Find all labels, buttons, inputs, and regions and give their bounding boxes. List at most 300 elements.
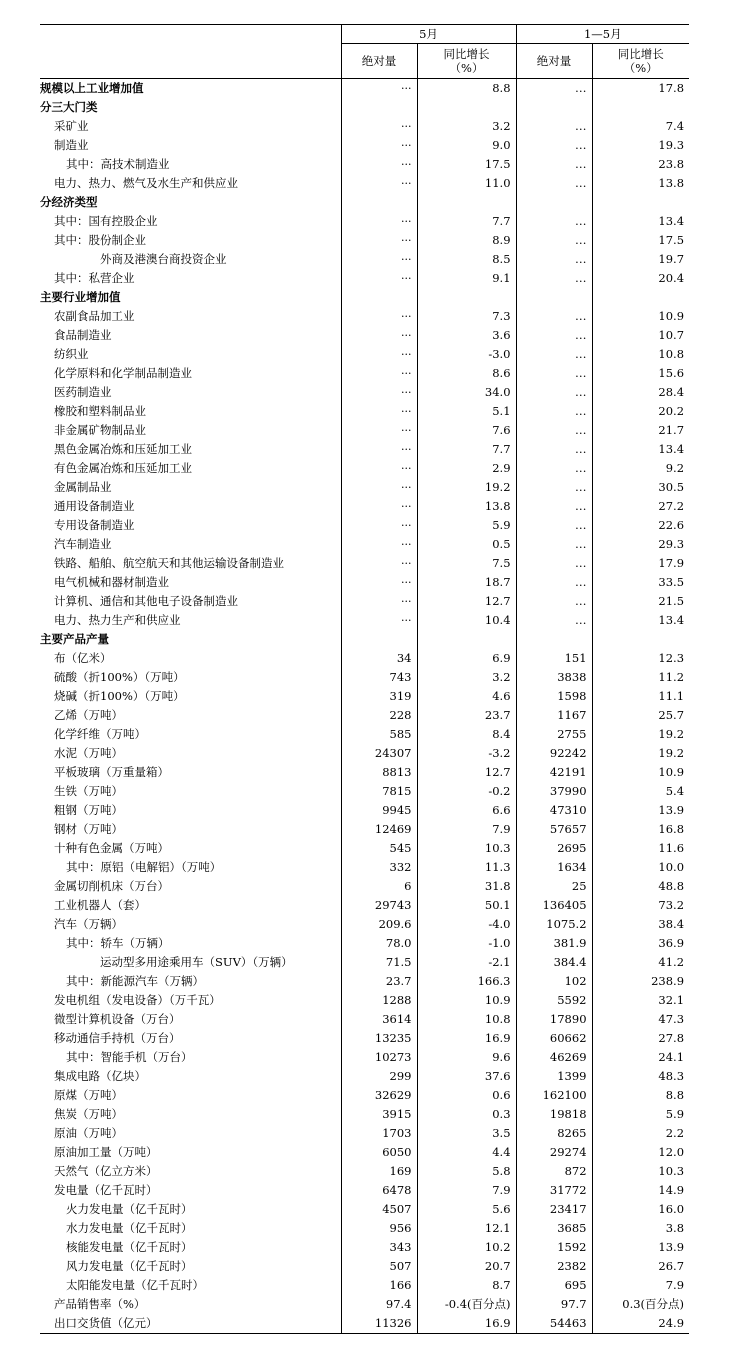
ytd-absolute-cell: …: [516, 345, 592, 364]
month-yoy-cell: 8.4: [417, 725, 516, 744]
month-absolute-cell: 332: [341, 858, 417, 877]
month-yoy-cell: 5.6: [417, 1200, 516, 1219]
month-absolute-cell: ···: [341, 459, 417, 478]
table-row: [40, 991, 689, 1010]
ytd-absolute-cell: …: [516, 478, 592, 497]
ytd-yoy-cell: 20.2: [592, 402, 689, 421]
month-absolute-cell: 743: [341, 668, 417, 687]
ytd-absolute-cell: …: [516, 421, 592, 440]
table-row: [40, 1276, 689, 1295]
table-row: [40, 1238, 689, 1257]
table-row: [40, 269, 689, 288]
month-absolute-cell: 1288: [341, 991, 417, 1010]
table-row: [40, 1067, 689, 1086]
table-row: [40, 877, 689, 896]
table-row: [40, 1181, 689, 1200]
row-label: 乙烯（万吨）: [54, 708, 123, 722]
month-yoy-cell: 37.6: [417, 1067, 516, 1086]
table-row: [40, 915, 689, 934]
ytd-yoy-cell: 0.3(百分点): [592, 1295, 689, 1314]
ytd-yoy-cell: 9.2: [592, 459, 689, 478]
table-row: [40, 535, 689, 554]
month-yoy-cell: [417, 630, 516, 649]
month-absolute-cell: [341, 193, 417, 212]
month-absolute-cell: 8813: [341, 763, 417, 782]
ytd-absolute-cell: [516, 98, 592, 117]
ytd-yoy-cell: 19.2: [592, 744, 689, 763]
month-yoy-cell: 8.9: [417, 231, 516, 250]
month-absolute-cell: ···: [341, 117, 417, 136]
ytd-yoy-cell: 13.9: [592, 1238, 689, 1257]
ytd-absolute-cell: 1399: [516, 1067, 592, 1086]
ytd-yoy-cell: 17.5: [592, 231, 689, 250]
table-row: [40, 307, 689, 326]
ytd-absolute-cell: 37990: [516, 782, 592, 801]
ytd-yoy-cell: [592, 288, 689, 307]
month-absolute-cell: 97.4: [341, 1295, 417, 1314]
month-absolute-cell: 6050: [341, 1143, 417, 1162]
month-absolute-cell: 228: [341, 706, 417, 725]
month-absolute-cell: 10273: [341, 1048, 417, 1067]
ytd-absolute-cell: …: [516, 307, 592, 326]
row-label: 黑色金属冶炼和压延加工业: [54, 442, 192, 456]
month-yoy-cell: 34.0: [417, 383, 516, 402]
month-absolute-cell: ···: [341, 611, 417, 630]
month-absolute-cell: 32629: [341, 1086, 417, 1105]
ytd-absolute-cell: 2755: [516, 725, 592, 744]
ytd-absolute-cell: 381.9: [516, 934, 592, 953]
month-absolute-cell: 209.6: [341, 915, 417, 934]
table-row: [40, 79, 689, 99]
ytd-absolute-cell: …: [516, 516, 592, 535]
ytd-yoy-cell: 19.7: [592, 250, 689, 269]
ytd-yoy-cell: 25.7: [592, 706, 689, 725]
month-absolute-cell: ···: [341, 269, 417, 288]
row-label: 十种有色金属（万吨）: [54, 841, 169, 855]
ytd-absolute-cell: 1598: [516, 687, 592, 706]
table-row: [40, 1257, 689, 1276]
month-yoy-cell: 5.9: [417, 516, 516, 535]
header-yoy-line2: （%）: [449, 61, 484, 75]
month-yoy-cell: 16.9: [417, 1314, 516, 1334]
month-yoy-cell: 4.6: [417, 687, 516, 706]
month-absolute-cell: 12469: [341, 820, 417, 839]
ytd-yoy-cell: 48.3: [592, 1067, 689, 1086]
month-yoy-cell: -1.0: [417, 934, 516, 953]
header-group-ytd: 1—5月: [516, 25, 689, 44]
month-yoy-cell: 10.2: [417, 1238, 516, 1257]
month-absolute-cell: 166: [341, 1276, 417, 1295]
table-body: [40, 79, 689, 1334]
table-row: [40, 972, 689, 991]
row-label: 布（亿米）: [54, 651, 112, 665]
ytd-yoy-cell: 27.2: [592, 497, 689, 516]
row-label: 钢材（万吨）: [54, 822, 123, 836]
month-absolute-cell: ···: [341, 364, 417, 383]
row-label: 烧碱（折100%）（万吨）: [54, 689, 185, 703]
month-absolute-cell: ···: [341, 345, 417, 364]
table-row: [40, 611, 689, 630]
row-label: 计算机、通信和其他电子设备制造业: [54, 594, 238, 608]
row-label: 外商及港澳台商投资企业: [100, 252, 227, 266]
month-yoy-cell: -3.2: [417, 744, 516, 763]
ytd-absolute-cell: …: [516, 383, 592, 402]
ytd-absolute-cell: …: [516, 364, 592, 383]
ytd-absolute-cell: 60662: [516, 1029, 592, 1048]
table-row: [40, 1295, 689, 1314]
table-row: [40, 934, 689, 953]
row-label: 原煤（万吨）: [54, 1088, 123, 1102]
ytd-absolute-cell: 1167: [516, 706, 592, 725]
month-yoy-cell: 23.7: [417, 706, 516, 725]
month-absolute-cell: ···: [341, 174, 417, 193]
ytd-yoy-cell: 10.0: [592, 858, 689, 877]
table-row: [40, 1010, 689, 1029]
table-row: [40, 573, 689, 592]
row-label: 主要产品产量: [40, 632, 109, 646]
month-yoy-cell: 6.9: [417, 649, 516, 668]
month-absolute-cell: 11326: [341, 1314, 417, 1334]
month-yoy-cell: 11.3: [417, 858, 516, 877]
ytd-absolute-cell: …: [516, 231, 592, 250]
month-absolute-cell: ···: [341, 497, 417, 516]
month-absolute-cell: 585: [341, 725, 417, 744]
table-row: [40, 1086, 689, 1105]
row-label: 工业机器人（套）: [54, 898, 146, 912]
table-row: [40, 1143, 689, 1162]
ytd-yoy-cell: 10.3: [592, 1162, 689, 1181]
month-absolute-cell: 24307: [341, 744, 417, 763]
ytd-absolute-cell: …: [516, 326, 592, 345]
month-absolute-cell: 34: [341, 649, 417, 668]
month-yoy-cell: [417, 98, 516, 117]
table-row: [40, 478, 689, 497]
month-yoy-cell: 10.9: [417, 991, 516, 1010]
ytd-absolute-cell: [516, 630, 592, 649]
ytd-yoy-cell: 20.4: [592, 269, 689, 288]
ytd-yoy-cell: 5.4: [592, 782, 689, 801]
ytd-yoy-cell: 238.9: [592, 972, 689, 991]
row-label: 其中：智能手机（万台）: [66, 1050, 193, 1064]
row-label: 化学原料和化学制品制造业: [54, 366, 192, 380]
ytd-yoy-cell: 36.9: [592, 934, 689, 953]
row-label: 其中：国有控股企业: [54, 214, 158, 228]
row-label: 纺织业: [54, 347, 89, 361]
row-label: 其中：原铝（电解铝）（万吨）: [66, 860, 222, 874]
month-absolute-cell: 7815: [341, 782, 417, 801]
ytd-absolute-cell: …: [516, 136, 592, 155]
table-row: [40, 782, 689, 801]
ytd-yoy-cell: 10.9: [592, 307, 689, 326]
month-absolute-cell: 23.7: [341, 972, 417, 991]
month-absolute-cell: 3614: [341, 1010, 417, 1029]
ytd-yoy-cell: 5.9: [592, 1105, 689, 1124]
month-absolute-cell: ···: [341, 421, 417, 440]
ytd-absolute-cell: 46269: [516, 1048, 592, 1067]
month-yoy-cell: 10.8: [417, 1010, 516, 1029]
row-label: 非金属矿物制品业: [54, 423, 146, 437]
ytd-absolute-cell: 5592: [516, 991, 592, 1010]
month-absolute-cell: ···: [341, 212, 417, 231]
month-yoy-cell: -3.0: [417, 345, 516, 364]
ytd-yoy-cell: 10.9: [592, 763, 689, 782]
row-label: 电力、热力、燃气及水生产和供应业: [54, 176, 238, 190]
table-row: [40, 174, 689, 193]
header-month-yoy: [417, 44, 516, 79]
month-yoy-cell: 7.7: [417, 440, 516, 459]
row-label: 金属制品业: [54, 480, 112, 494]
month-yoy-cell: 9.6: [417, 1048, 516, 1067]
table-row: [40, 459, 689, 478]
table-row: [40, 497, 689, 516]
row-label: 制造业: [54, 138, 89, 152]
row-label: 规模以上工业增加值: [40, 81, 144, 95]
month-yoy-cell: -2.1: [417, 953, 516, 972]
month-yoy-cell: 4.4: [417, 1143, 516, 1162]
ytd-absolute-cell: …: [516, 440, 592, 459]
row-label: 原油（万吨）: [54, 1126, 123, 1140]
ytd-absolute-cell: 1592: [516, 1238, 592, 1257]
row-label: 其中：轿车（万辆）: [66, 936, 170, 950]
table-row: [40, 1048, 689, 1067]
ytd-yoy-cell: 73.2: [592, 896, 689, 915]
month-absolute-cell: 4507: [341, 1200, 417, 1219]
month-yoy-cell: 11.0: [417, 174, 516, 193]
ytd-yoy-cell: [592, 98, 689, 117]
row-label: 其中：高技术制造业: [66, 157, 170, 171]
ytd-absolute-cell: 2695: [516, 839, 592, 858]
ytd-absolute-cell: 97.7: [516, 1295, 592, 1314]
month-yoy-cell: 3.6: [417, 326, 516, 345]
header-row-columns: [40, 44, 689, 79]
row-label: 主要行业增加值: [40, 290, 121, 304]
table-row: [40, 212, 689, 231]
month-yoy-cell: [417, 288, 516, 307]
row-label: 移动通信手持机（万台）: [54, 1031, 181, 1045]
header-blank: [40, 44, 341, 79]
month-absolute-cell: ···: [341, 516, 417, 535]
month-yoy-cell: 17.5: [417, 155, 516, 174]
row-label: 生铁（万吨）: [54, 784, 123, 798]
ytd-yoy-cell: 11.6: [592, 839, 689, 858]
month-yoy-cell: -4.0: [417, 915, 516, 934]
ytd-absolute-cell: …: [516, 212, 592, 231]
month-absolute-cell: ···: [341, 478, 417, 497]
month-yoy-cell: 9.1: [417, 269, 516, 288]
month-absolute-cell: 71.5: [341, 953, 417, 972]
row-label: 运动型多用途乘用车（SUV）（万辆）: [100, 955, 293, 969]
ytd-yoy-cell: 7.9: [592, 1276, 689, 1295]
table-row: [40, 345, 689, 364]
ytd-absolute-cell: …: [516, 269, 592, 288]
ytd-absolute-cell: …: [516, 250, 592, 269]
month-absolute-cell: 29743: [341, 896, 417, 915]
month-absolute-cell: [341, 98, 417, 117]
row-label: 其中：股份制企业: [54, 233, 146, 247]
ytd-yoy-cell: 3.8: [592, 1219, 689, 1238]
row-label: 其中：新能源汽车（万辆）: [66, 974, 204, 988]
month-absolute-cell: ···: [341, 573, 417, 592]
table-row: [40, 516, 689, 535]
month-yoy-cell: 8.5: [417, 250, 516, 269]
table-row: [40, 155, 689, 174]
row-label: 焦炭（万吨）: [54, 1107, 123, 1121]
month-yoy-cell: -0.2: [417, 782, 516, 801]
ytd-yoy-cell: 13.8: [592, 174, 689, 193]
ytd-absolute-cell: 57657: [516, 820, 592, 839]
month-yoy-cell: 19.2: [417, 478, 516, 497]
row-label: 产品销售率（%）: [54, 1297, 146, 1311]
row-label: 其中：私营企业: [54, 271, 135, 285]
month-yoy-cell: 8.6: [417, 364, 516, 383]
month-yoy-cell: 0.6: [417, 1086, 516, 1105]
table-row: [40, 402, 689, 421]
month-yoy-cell: [417, 193, 516, 212]
table-row: [40, 288, 689, 307]
ytd-absolute-cell: …: [516, 497, 592, 516]
ytd-absolute-cell: …: [516, 573, 592, 592]
ytd-absolute-cell: …: [516, 117, 592, 136]
month-yoy-cell: 7.5: [417, 554, 516, 573]
ytd-absolute-cell: 3685: [516, 1219, 592, 1238]
table-row: [40, 1105, 689, 1124]
month-absolute-cell: 6: [341, 877, 417, 896]
month-absolute-cell: 956: [341, 1219, 417, 1238]
ytd-absolute-cell: …: [516, 611, 592, 630]
row-label: 出口交货值（亿元）: [40, 1314, 341, 1334]
month-absolute-cell: ···: [341, 250, 417, 269]
month-absolute-cell: 507: [341, 1257, 417, 1276]
table-row: [40, 858, 689, 877]
ytd-yoy-cell: 48.8: [592, 877, 689, 896]
table-row: [40, 440, 689, 459]
ytd-yoy-cell: 47.3: [592, 1010, 689, 1029]
month-absolute-cell: 169: [341, 1162, 417, 1181]
ytd-yoy-cell: 7.4: [592, 117, 689, 136]
month-yoy-cell: 13.8: [417, 497, 516, 516]
ytd-absolute-cell: 25: [516, 877, 592, 896]
row-label: 化学纤维（万吨）: [54, 727, 146, 741]
month-absolute-cell: ···: [341, 307, 417, 326]
row-label: 火力发电量（亿千瓦时）: [66, 1202, 193, 1216]
industrial-statistics-table: [40, 24, 689, 1334]
row-label: 专用设备制造业: [54, 518, 135, 532]
month-yoy-cell: 5.8: [417, 1162, 516, 1181]
row-label: 太阳能发电量（亿千瓦时）: [66, 1278, 204, 1292]
ytd-absolute-cell: 42191: [516, 763, 592, 782]
month-yoy-cell: 20.7: [417, 1257, 516, 1276]
month-absolute-cell: ···: [341, 231, 417, 250]
ytd-yoy-cell: 13.9: [592, 801, 689, 820]
ytd-absolute-cell: 1075.2: [516, 915, 592, 934]
month-yoy-cell: 8.7: [417, 1276, 516, 1295]
ytd-absolute-cell: 1634: [516, 858, 592, 877]
month-yoy-cell: 0.5: [417, 535, 516, 554]
month-yoy-cell: 3.2: [417, 668, 516, 687]
ytd-yoy-cell: 17.8: [592, 79, 689, 99]
ytd-absolute-cell: …: [516, 592, 592, 611]
ytd-absolute-cell: 17890: [516, 1010, 592, 1029]
table-row: [40, 1219, 689, 1238]
ytd-absolute-cell: 19818: [516, 1105, 592, 1124]
month-yoy-cell: 31.8: [417, 877, 516, 896]
table-row: [40, 725, 689, 744]
ytd-yoy-cell: 14.9: [592, 1181, 689, 1200]
month-yoy-cell: 6.6: [417, 801, 516, 820]
ytd-absolute-cell: 872: [516, 1162, 592, 1181]
month-yoy-cell: 16.9: [417, 1029, 516, 1048]
header-month-abs: 绝对量: [341, 44, 417, 79]
row-label: 汽车（万辆）: [54, 917, 123, 931]
ytd-yoy-cell: 27.8: [592, 1029, 689, 1048]
ytd-yoy-cell: 28.4: [592, 383, 689, 402]
ytd-yoy-cell: 23.8: [592, 155, 689, 174]
row-label: 分经济类型: [40, 195, 98, 209]
ytd-yoy-cell: 21.5: [592, 592, 689, 611]
ytd-yoy-cell: 22.6: [592, 516, 689, 535]
table-row: [40, 326, 689, 345]
row-label: 分三大门类: [40, 100, 98, 114]
table-row: [40, 98, 689, 117]
ytd-absolute-cell: 92242: [516, 744, 592, 763]
row-label: 橡胶和塑料制品业: [54, 404, 146, 418]
month-absolute-cell: ···: [341, 136, 417, 155]
row-label: 水力发电量（亿千瓦时）: [66, 1221, 193, 1235]
header-ytd-abs: 绝对量: [516, 44, 592, 79]
table-row: [40, 1200, 689, 1219]
month-absolute-cell: ···: [341, 326, 417, 345]
row-label: 粗钢（万吨）: [54, 803, 123, 817]
ytd-absolute-cell: 384.4: [516, 953, 592, 972]
ytd-absolute-cell: 54463: [516, 1314, 592, 1334]
month-yoy-cell: 7.3: [417, 307, 516, 326]
row-label: 集成电路（亿块）: [54, 1069, 146, 1083]
month-yoy-cell: 3.5: [417, 1124, 516, 1143]
month-absolute-cell: ···: [341, 554, 417, 573]
month-yoy-cell: 7.9: [417, 1181, 516, 1200]
month-absolute-cell: ···: [341, 79, 417, 99]
month-yoy-cell: 0.3: [417, 1105, 516, 1124]
ytd-yoy-cell: 32.1: [592, 991, 689, 1010]
month-absolute-cell: 319: [341, 687, 417, 706]
ytd-yoy-cell: 30.5: [592, 478, 689, 497]
ytd-yoy-cell: 12.0: [592, 1143, 689, 1162]
table-row: [40, 630, 689, 649]
month-yoy-cell: 10.4: [417, 611, 516, 630]
month-yoy-cell: 7.6: [417, 421, 516, 440]
table-row: [40, 953, 689, 972]
month-absolute-cell: [341, 288, 417, 307]
ytd-absolute-cell: 102: [516, 972, 592, 991]
table-row: [40, 839, 689, 858]
month-yoy-cell: -0.4(百分点): [417, 1295, 516, 1314]
row-label: 汽车制造业: [54, 537, 112, 551]
ytd-yoy-cell: 17.9: [592, 554, 689, 573]
row-label: 天然气（亿立方米）: [54, 1164, 158, 1178]
table-row: [40, 744, 689, 763]
table-row: [40, 801, 689, 820]
table-row: [40, 1029, 689, 1048]
row-label: 平板玻璃（万重量箱）: [54, 765, 169, 779]
table-row: [40, 383, 689, 402]
ytd-absolute-cell: [516, 288, 592, 307]
month-yoy-cell: 3.2: [417, 117, 516, 136]
month-absolute-cell: 1703: [341, 1124, 417, 1143]
ytd-yoy-cell: 13.4: [592, 440, 689, 459]
ytd-yoy-cell: [592, 630, 689, 649]
month-absolute-cell: 78.0: [341, 934, 417, 953]
month-absolute-cell: 9945: [341, 801, 417, 820]
